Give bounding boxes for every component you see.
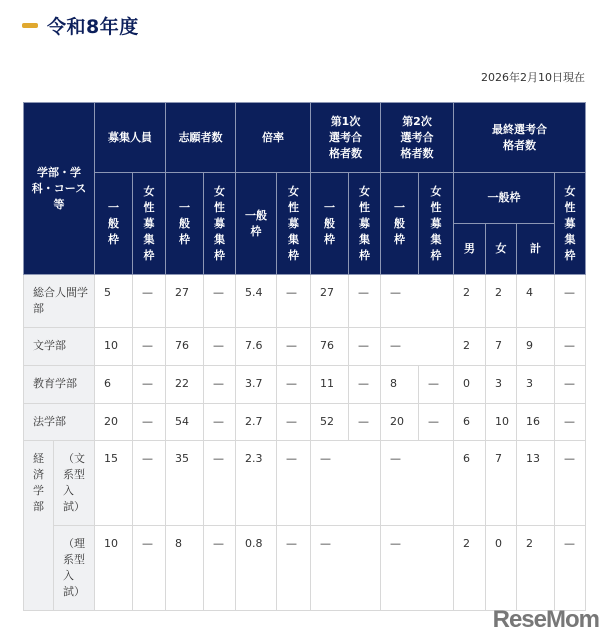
data-cell: 10: [95, 328, 133, 366]
data-cell: —: [555, 366, 586, 404]
data-cell: —: [204, 366, 236, 404]
header-female-count: 女: [486, 224, 517, 275]
data-cell: —: [349, 275, 381, 328]
data-cell: —: [277, 275, 311, 328]
data-cell: —: [204, 404, 236, 441]
data-cell: 15: [95, 441, 133, 526]
data-cell: —: [277, 328, 311, 366]
data-cell: —: [133, 404, 166, 441]
faculty-name: 教育学部: [24, 366, 95, 404]
header-general: 一般枠: [381, 173, 419, 275]
data-cell: 3: [517, 366, 555, 404]
header-first-pass: 第1次選考合格者数: [311, 103, 381, 173]
data-cell: —: [133, 526, 166, 611]
header-capacity: 募集人員: [95, 103, 166, 173]
data-cell: —: [349, 366, 381, 404]
data-cell: 2: [454, 328, 486, 366]
data-cell: —: [204, 328, 236, 366]
faculty-name: 経済学部: [24, 441, 54, 611]
data-cell: 16: [517, 404, 555, 441]
data-cell: —: [277, 441, 311, 526]
data-cell: 0.8: [236, 526, 277, 611]
data-cell: 10: [486, 404, 517, 441]
data-cell: —: [419, 366, 454, 404]
header-female: 女性募集枠: [133, 173, 166, 275]
data-cell: 0: [486, 526, 517, 611]
data-cell: 76: [311, 328, 349, 366]
data-cell: 6: [454, 441, 486, 526]
data-cell: —: [381, 328, 454, 366]
data-cell: 2: [517, 526, 555, 611]
data-cell: —: [277, 526, 311, 611]
data-cell: —: [381, 526, 454, 611]
data-cell: —: [133, 275, 166, 328]
table-row: [24, 328, 586, 366]
data-cell: 5.4: [236, 275, 277, 328]
faculty-name: 法学部: [24, 404, 95, 441]
header-female: 女性募集枠: [277, 173, 311, 275]
data-cell: —: [277, 404, 311, 441]
header-final-female: 女性募集枠: [555, 173, 586, 275]
data-cell: 2: [454, 526, 486, 611]
data-cell: —: [555, 404, 586, 441]
data-cell: 35: [166, 441, 204, 526]
data-cell: 0: [454, 366, 486, 404]
data-cell: 20: [95, 404, 133, 441]
header-final-general: 一般枠: [454, 173, 555, 224]
course-name: （理系型入試）: [54, 526, 95, 611]
table-row: [24, 275, 586, 328]
data-cell: 13: [517, 441, 555, 526]
data-cell: —: [349, 328, 381, 366]
data-cell: 52: [311, 404, 349, 441]
faculty-name: 文学部: [24, 328, 95, 366]
data-cell: 6: [95, 366, 133, 404]
resemom-logo: ReseMom: [492, 606, 599, 633]
header-second-pass: 第2次選考合格者数: [381, 103, 454, 173]
data-cell: 9: [517, 328, 555, 366]
data-cell: 11: [311, 366, 349, 404]
header-female: 女性募集枠: [204, 173, 236, 275]
data-cell: —: [349, 404, 381, 441]
table-row: [24, 441, 586, 526]
data-cell: —: [204, 526, 236, 611]
data-cell: 2.3: [236, 441, 277, 526]
data-cell: —: [381, 275, 454, 328]
data-cell: 3.7: [236, 366, 277, 404]
data-cell: 20: [381, 404, 419, 441]
data-cell: —: [133, 328, 166, 366]
data-cell: —: [204, 441, 236, 526]
header-general: 一般枠: [95, 173, 133, 275]
data-cell: —: [311, 526, 381, 611]
table-row: [24, 404, 586, 441]
data-cell: 7: [486, 441, 517, 526]
data-cell: 76: [166, 328, 204, 366]
header-applicants: 志願者数: [166, 103, 236, 173]
table-row: [24, 526, 586, 611]
data-cell: 8: [381, 366, 419, 404]
data-cell: 22: [166, 366, 204, 404]
data-cell: 27: [311, 275, 349, 328]
data-cell: —: [555, 526, 586, 611]
header-general: 一般枠: [311, 173, 349, 275]
data-cell: 27: [166, 275, 204, 328]
data-cell: 3: [486, 366, 517, 404]
data-cell: 6: [454, 404, 486, 441]
data-cell: —: [555, 275, 586, 328]
data-cell: —: [555, 441, 586, 526]
heading-marker-icon: [22, 23, 38, 28]
header-general: 一般枠: [166, 173, 204, 275]
header-male: 男: [454, 224, 486, 275]
admission-results-table: [23, 102, 586, 611]
data-cell: 8: [166, 526, 204, 611]
course-name: （文系型入試）: [54, 441, 95, 526]
header-female: 女性募集枠: [419, 173, 454, 275]
data-cell: 4: [517, 275, 555, 328]
data-cell: 7.6: [236, 328, 277, 366]
section-heading: [22, 12, 139, 39]
data-cell: 54: [166, 404, 204, 441]
data-cell: 2: [454, 275, 486, 328]
data-cell: —: [419, 404, 454, 441]
data-cell: 2: [486, 275, 517, 328]
header-female: 女性募集枠: [349, 173, 381, 275]
as-of-date: 2026年2月10日現在: [481, 71, 585, 84]
header-general: 一般枠: [236, 173, 277, 275]
data-cell: 7: [486, 328, 517, 366]
data-cell: —: [381, 441, 454, 526]
faculty-name: 総合人間学部: [24, 275, 95, 328]
header-faculty: 学部・学科・コース等: [24, 103, 95, 275]
data-cell: 10: [95, 526, 133, 611]
data-cell: —: [311, 441, 381, 526]
data-cell: 5: [95, 275, 133, 328]
data-cell: —: [204, 275, 236, 328]
data-cell: —: [277, 366, 311, 404]
data-cell: —: [133, 366, 166, 404]
data-cell: 2.7: [236, 404, 277, 441]
data-cell: —: [133, 441, 166, 526]
page-title: 令和8年度: [47, 16, 139, 38]
header-total: 計: [517, 224, 555, 275]
table-row: [24, 366, 586, 404]
data-cell: —: [555, 328, 586, 366]
header-final-pass: 最終選考合格者数: [454, 103, 586, 173]
header-ratio: 倍率: [236, 103, 311, 173]
